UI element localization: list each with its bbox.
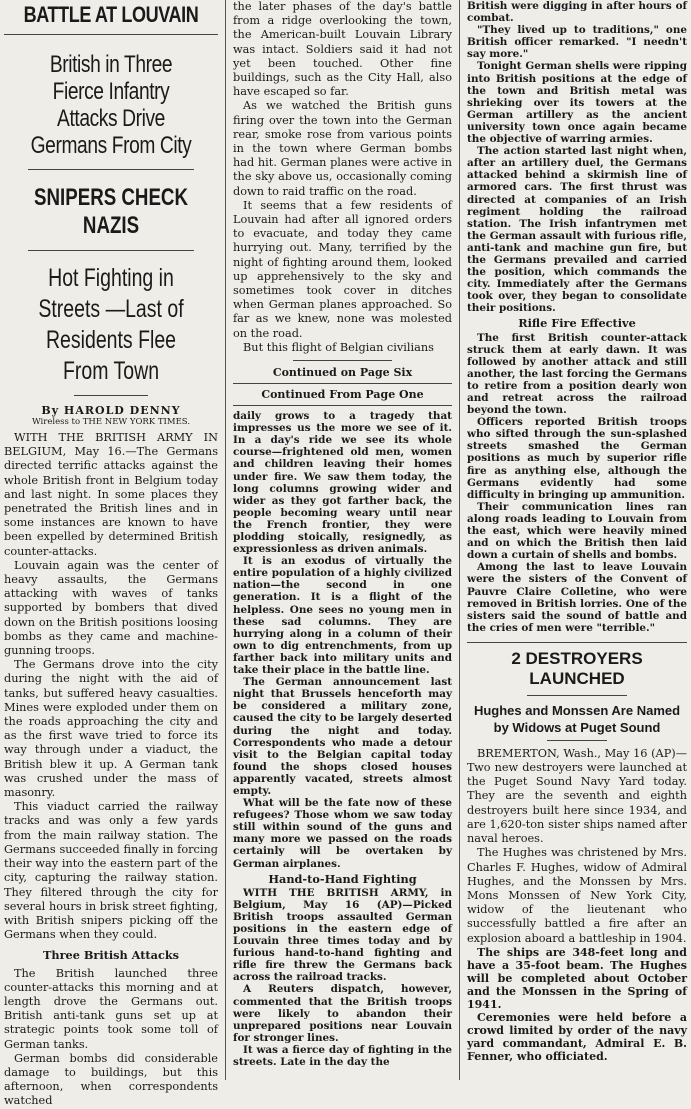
paragraph: But this flight of Belgian civilians xyxy=(243,340,434,354)
divider xyxy=(233,383,452,384)
divider xyxy=(547,740,607,741)
deck-1: British in Three Fierce Infantry Attacks Drive Germans From City xyxy=(30,51,192,159)
paragraph: The Hughes was christened by Mrs. Charles F. Hughes, widow of Admiral Hughes, and the Monssen by Mrs. Mons Monssen of New York City, widow of the lieutenant who successfully battled a fire after an explosion aboard a battleship in 1904. xyxy=(467,846,687,945)
divider xyxy=(4,34,218,35)
destroyers-subhead: Hughes and Monssen Are Named by Widows at Puget Sound xyxy=(473,702,681,735)
deck-2: SNIPERS CHECK NAZIS xyxy=(34,184,188,239)
continued-on-page: Continued on Page Six xyxy=(272,366,413,380)
column-1 xyxy=(0,0,222,1108)
paragraph: It seems that a few residents of Louvain had after all ignored orders to evacuate, and today they came hurrying out. Many, terrified by the night of fighting around them, looked up apprehensively to the sky and sometimes took cover in ditches when German planes approached. So far as we knew, none was molested on the road. xyxy=(233,198,452,340)
column-3 xyxy=(463,0,691,1080)
paragraph: A Reuters dispatch, however, commented that the British troops were likely to abandon their unprepared positions near Louvain for stronger lines. xyxy=(233,983,452,1044)
byline: By HAROLD DENNY xyxy=(41,404,181,417)
paragraph: It is an exodus of virtually the entire population of a highly civilized nation—the second in one generation. It is a flight of the helpless. One sees no young men in these sad columns. They are hurrying along in a column of their own to dig entrenchments, from up farther back into military units and take their place in the battle line. xyxy=(233,555,452,677)
divider xyxy=(293,360,392,361)
paragraph: British were digging in after hours of combat. xyxy=(467,0,687,25)
paragraph: daily grows to a tragedy that impresses us the more we see of it. In a day's ride we see its whole course—frightened old men, women and children leaving their homes under fire. We saw them today, the long columns growing wider and wider as they got farther back, the people becoming weary until near the French frontier, they were plodding stoically, resignedly, as expressionless as driven animals. xyxy=(233,410,452,556)
paragraph: Ceremonies were held before a crowd limited by order of the navy yard commandant, Admiral E. B. Fenner, who officiated. xyxy=(467,1010,687,1063)
divider xyxy=(28,169,194,170)
paragraph: German bombs did considerable damage to buildings, but this afternoon, when correspondents watched xyxy=(4,1051,218,1108)
paragraph: Officers reported British troops who sifted through the sun-splashed streets smashed the German positions as much by superior rifle fire as anything else, although the Germans evidently had some difficulty in bringing up ammunition. xyxy=(467,416,687,501)
column-rule xyxy=(459,0,460,1080)
paragraph: the later phases of the day's battle from a ridge overlooking the town, the American-built Louvain Library was intact. Soldiers said it had not yet been touched. Other fine buildings, such as the City Hall, also have escaped so far. xyxy=(233,0,452,99)
divider xyxy=(527,695,627,696)
divider xyxy=(467,642,687,643)
subheading: Three British Attacks xyxy=(42,948,180,963)
headline: BATTLE AT LOUVAIN xyxy=(23,2,199,27)
paragraph: BREMERTON, Wash., May 16 (AP)—Two new destroyers were launched at the Puget Sound Navy Yard today. They are the seventh and eighth destroyers built here since 1934, and are 1,620-ton sister ships named after naval heroes. xyxy=(467,746,687,846)
paragraph: Among the last to leave Louvain were the sisters of the Convent of Pauvre Claire Colletine, who were removed in British lorries. One of the sisters said the sound of battle and the cries of men were "terrible." xyxy=(467,561,687,634)
divider xyxy=(74,395,148,396)
column-2 xyxy=(229,0,456,1080)
wireless-credit: Wireless to THE NEW YORK TIMES. xyxy=(31,417,191,427)
deck-3: Hot Fighting in Streets —Last of Residents Flee From Town xyxy=(38,264,184,385)
paragraph: Tonight German shells were ripping into British positions at the edge of the town and British metal was shrieking over its towers at the German artillery as the ancient university town once again became the objective of warring armies. xyxy=(467,60,687,146)
paragraph: The German announcement last night that Brussels henceforth may be considered a military zone, caused the city to be largely deserted during the night and today. Correspondents who made a detour visit to the Belgian capital today found the shops closed houses apparently vacated, streets almost empty. xyxy=(233,676,452,797)
paragraph: What will be the fate now of these refugees? Those whom we saw today still within sound of the guns and many more we passed on the roads certainly will be overtaken by German airplanes. xyxy=(233,797,452,870)
paragraph: "They lived up to traditions," one British officer remarked. "I needn't say more." xyxy=(467,24,687,61)
paragraph: The Germans drove into the city during the night with the aid of tanks, but suffered heavy casualties. Mines were exploded under them on the roads approaching the city and as the first wave tried to force its way through under a viaduct, the British blew it up. A German tank was crushed under the mass of masonry. xyxy=(4,658,218,800)
subheading: Rifle Fire Effective xyxy=(518,316,636,331)
divider xyxy=(28,250,194,251)
paragraph: It was a fierce day of fighting in the streets. Late in the day the xyxy=(233,1043,452,1069)
paragraph: The British launched three counter-attacks this morning and at length drove the Germans out. British anti-tank guns set up at strategic points took some toll of German tanks. xyxy=(4,966,218,1051)
divider xyxy=(233,405,452,406)
column-rule xyxy=(225,0,226,1080)
paragraph: Their communication lines ran along roads leading to Louvain from the east, which were heavily mined and on which the British then laid down a curtain of shells and bombs. xyxy=(467,500,687,562)
paragraph: The action started last night when, after an artillery duel, the Germans attacked behind a skirmish line of armored cars. The first thrust was directed at companies of an Irish regiment holding the railroad station. The Irish infantrymen met the German assault with furious rifle, anti-tank and machine gun fire, but the Germans prevailed and carried the position, which commands the city. Immediately after the Germans took over, they began to consolidate their positions. xyxy=(467,145,687,315)
subheading: Hand-to-Hand Fighting xyxy=(268,871,417,886)
destroyers-headline: 2 DESTROYERS LAUNCHED xyxy=(511,648,643,688)
paragraph: The ships are 348-feet long and have a 35-foot beam. The Hughes will be completed about October and the Monssen in the Spring of 1941. xyxy=(467,945,687,1011)
continued-from-page: Continued From Page One xyxy=(261,388,424,402)
paragraph: Louvain again was the center of heavy assaults, the Germans attacking with waves of tanks supported by bombers that dived down on the British positions loosing bombs as they came and machine-gunning troops. xyxy=(4,558,218,658)
paragraph: WITH THE BRITISH ARMY IN BELGIUM, May 16.—The Germans directed terrific attacks against the whole British front in Belgium today and last night. In some places they penetrated the British lines and in some instances are known to have been expelled by determined British counter-attacks. xyxy=(4,431,218,558)
paragraph: As we watched the British guns firing over the town into the German rear, smoke rose from various points in the town where German bombs had hit. German planes were active in the sky above us, occasionally coming down to raid traffic on the road. xyxy=(233,99,452,198)
paragraph: WITH THE BRITISH ARMY, in Belgium, May 16 (AP)—Picked British troops assaulted German positions in the eastern edge of Louvain three times today and by furious hand-to-hand fighting and rifle fire threw the Germans back across the railroad tracks. xyxy=(233,886,452,984)
paragraph: The first British counter-attack struck them at early dawn. It was followed by another attack and still another, the last forcing the Germans to retire from a position dearly won and retreat across the railroad beyond the town. xyxy=(467,331,687,417)
paragraph: This viaduct carried the railway tracks and was only a few yards from the main railway station. The Germans succeeded finally in forcing their way into the eastern part of the city, capturing the railway station. They filtered through the city for several hours in brisk street fighting, with British snipers picking off the Germans when they could. xyxy=(4,800,218,942)
